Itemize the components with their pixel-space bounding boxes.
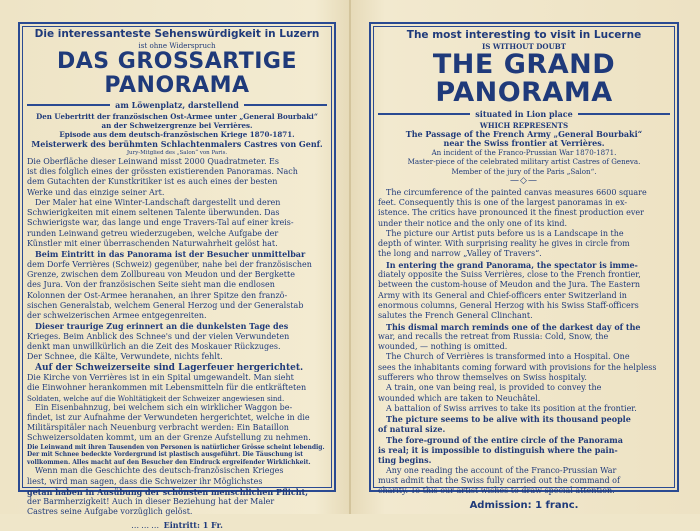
english-body (378, 188, 670, 497)
german-episode: Episode aus dem deutsch-französischen Kriege 1870-1871. (59, 130, 295, 140)
german-line: Die Leinwand mit ihren Tausenden von Personen is natürlicher Grösse scheint lebendig. (27, 443, 325, 451)
english-line: The circumference of the painted canvas measures 6600 square (386, 187, 647, 197)
german-line: Militärspitäler nach Neuenburg verbracht werden: Ein Bataillon (27, 423, 289, 433)
german-line: Künstler mit einer überraschenden Naturwahrheit gelöst hat. (27, 239, 278, 249)
german-line: liest, wird man sagen, dass die Schweizer ihr Möglichstes (27, 476, 263, 486)
english-line: The fore-ground of the entire circle of the Panorama (386, 434, 623, 445)
german-line: Werke und das einzige seiner Art. (27, 187, 165, 197)
english-line: wounded, — nothing is omitted. (378, 342, 508, 352)
german-line: Schwierigste war, das lange und enge Travers-Tal auf einer kreis- (27, 218, 294, 228)
german-panel (18, 22, 336, 530)
german-line: die Einwohner herankommen mit Lebensmitteln für die entkräfteten (27, 383, 307, 393)
english-line: of natural size. (378, 424, 446, 435)
english-line: must admit that the Swiss fully carried out the command of (378, 475, 620, 485)
german-admission: ……… Eintritt: 1 Fr. (131, 519, 223, 530)
german-title: DAS GROSSARTIGE PANORAMA (57, 49, 297, 99)
german-line: Kolonnen der Ost-Armee heranahen, an ihrer Spitze den franzö- (27, 290, 288, 300)
english-line: sufferers who throw themselves on Swiss hospitaly. (378, 373, 587, 382)
german-line: Die Oberfläche dieser Leinwand misst 2000 Quadratmeter. Es (27, 156, 279, 166)
german-line: runden Leinwand getreu wiederzugeben, welche Aufgabe der (27, 228, 279, 238)
english-location: situated in Lion place (475, 109, 573, 120)
english-line: wounded which are taken to Neuchâtel. (378, 393, 541, 403)
english-sub2: near the Swiss frontier at Verrières. (443, 138, 605, 149)
german-line: findet, ist zur Aufnahme der Verwundeten hergerichtet, welche in die (27, 412, 310, 422)
german-admission-text: Eintritt: 1 Fr. (163, 519, 223, 530)
german-line: Dieser traurige Zug erinnert an die dunkelsten Tage des (35, 321, 289, 332)
english-sub1: The Passage of the French Army „General Bourbaki“ (405, 129, 643, 140)
english-line: feet. Consequently this is one of the largest panoramas in ex- (378, 197, 628, 207)
german-line: vollkommen. Alles macht auf den Besucher den Eindruck ergreifender Wirklichkeit. (27, 458, 311, 466)
english-admission: Admission: 1 franc. (469, 499, 579, 511)
english-line: is real; it is impossible to distinguish where the pain- (378, 445, 618, 456)
german-line: der schweizerischen Armee entgegenreiten. (27, 311, 207, 321)
english-line: between the custom-house of Meudon and the Jura. The Eastern (378, 280, 640, 290)
english-line: istence. The critics have pronounced it the finest production ever (378, 208, 644, 218)
german-line: denkt man unwillkürlich an die Zeit des Moskauer Rückzuges. (27, 342, 281, 352)
german-line: der Barmherzigkeit! Auch in dieser Beziehung hat der Maler (27, 497, 275, 507)
german-line: Der Schnee, die Kälte, Verwundete, nichts fehlt. (27, 352, 223, 362)
german-heading: Die interessanteste Sehenswürdigkeit in Luzern (34, 28, 320, 40)
german-line: Wenn man die Geschichte des deutsch-französischen Krieges (35, 466, 284, 476)
german-line: dem Dorfe Verrières (Schweiz) gegenüber, nahe bei der französischen (27, 259, 312, 269)
german-line: Auf der Schweizerseite sind Lagerfeuer hergerichtet. (35, 362, 304, 373)
english-line: ting begins. (378, 455, 432, 466)
german-location: am Löwenplatz, darstellend (115, 100, 239, 111)
german-line: Der mit Schnee bedeckte Vordergrund ist plastisch ausgeführt. Die Täuschung ist (27, 451, 304, 459)
english-line: depth of winter. With surprising reality he gives in circle from (378, 239, 630, 249)
german-line: des Jura. Von der französischen Seite sieht man die endlosen (27, 280, 275, 290)
english-line: the long and narrow „Valley of Travers“. (378, 249, 542, 259)
english-line: The picture our Artist puts before us is a Landscape in the (386, 228, 624, 238)
english-panel (369, 22, 679, 511)
german-line: sischen Generalstab, welchem General Herzog und der Generalstab (27, 300, 304, 310)
english-line: enormous columns, General Herzog with his Swiss Staff-officers (378, 300, 639, 310)
english-line: The Church of Verrières is transformed into a Hospital. One (386, 352, 630, 362)
german-body (27, 157, 327, 518)
german-subheading: ist ohne Widerspruch (138, 41, 216, 50)
english-represents: WHICH REPRESENTS (479, 121, 569, 131)
english-line: A battalion of Swiss arrives to take its position at the frontier. (386, 403, 637, 413)
german-line: Ein Eisenbahnzug, bei welchem sich ein wirklicher Waggon be- (35, 402, 293, 412)
english-subheading: IS WITHOUT DOUBT (481, 42, 567, 51)
english-line: charity. To this our artist wishes to draw special attention. (378, 486, 615, 496)
english-line: sees the inhabitants coming forward with provisions for the helpless (378, 362, 657, 372)
german-line: Schweizersoldaten kommt, um an der Grenze Aufstellung zu nehmen. (27, 433, 311, 443)
english-line: A train, one van being real, is provided to convey the (386, 383, 602, 393)
german-line: Grenze, zwischen dem Zollbureau von Meudon und der Bergkette (27, 269, 295, 279)
german-line: Krieges. Beim Anblick des Schnee's und der vielen Verwundeten (27, 331, 290, 341)
german-sub1: Den Uebertritt der französischen Ost-Armee unter „General Bourbaki“ (36, 112, 318, 122)
english-line: salutes the French General Clinchant. (378, 311, 533, 321)
english-jury: Member of the jury of the Paris „Salon“. (451, 166, 597, 176)
ornament-divider: —◇— (510, 175, 538, 186)
german-line: getan haben in Ausübung der schönsten menschlichen Pflicht, (27, 486, 309, 497)
german-line: ist dies folglich eines der grössten existierenden Panoramas. Nach (27, 166, 298, 176)
center-fold (349, 0, 351, 514)
german-line: Soldaten, welche auf die Wohltätigkeit der Schweizer angewiesen sind. (27, 393, 285, 403)
english-title: THE GRAND PANORAMA (432, 49, 616, 109)
english-location-bar (378, 109, 670, 119)
english-line: This dismal march reminds one of the darkest day of the (386, 321, 641, 332)
english-line: Any one reading the account of the Franco-Prussian War (386, 465, 617, 475)
german-sub2: an der Schweizergrenze bei Verrières. (101, 121, 253, 131)
english-line: under their notice and the only one of its kind. (378, 218, 568, 228)
german-location-bar (27, 100, 327, 110)
german-line: Die Kirche von Verrières ist in ein Spital umgewandelt. Man sieht (27, 372, 294, 382)
english-line: war, and recalls the retreat from Russia: Cold, Snow, the (378, 331, 609, 341)
english-line: In entering the grand Panorama, the spectator is imme- (386, 259, 638, 270)
german-line: Beim Eintritt in das Panorama ist der Besucher unmittelbar (35, 249, 306, 260)
english-line: Army with its General and Chief-officers enter Switzerland in (378, 290, 627, 300)
german-jury: Jury-Mitglied des „Salon“ von Paris. (126, 149, 228, 156)
english-master: Master-piece of the celebrated military artist Castres of Geneva. (407, 157, 641, 167)
english-line: The picture seems to be alive with its thousand people (386, 414, 631, 425)
german-line: Schwierigkeiten mit einem seltenen Talente überwunden. Das (27, 208, 280, 218)
german-master: Meisterwerk des berühmten Schlachtenmalers Castres von Genf. (31, 139, 323, 150)
german-line: Der Maler hat eine Winter-Landschaft dargestellt und deren (35, 197, 281, 207)
english-heading: The most interesting to visit in Lucerne (406, 29, 642, 41)
german-line: Castres seine Aufgabe vorzüglich gelöst. (27, 507, 193, 517)
german-line: dem Gutachten der Kunstkritiker ist es auch eines der besten (27, 177, 278, 187)
english-incident: An incident of the Franco-Prussian War 1870-1871. (431, 148, 617, 158)
english-line: diately opposite the Suiss Verrières, close to the French frontier, (378, 270, 641, 280)
